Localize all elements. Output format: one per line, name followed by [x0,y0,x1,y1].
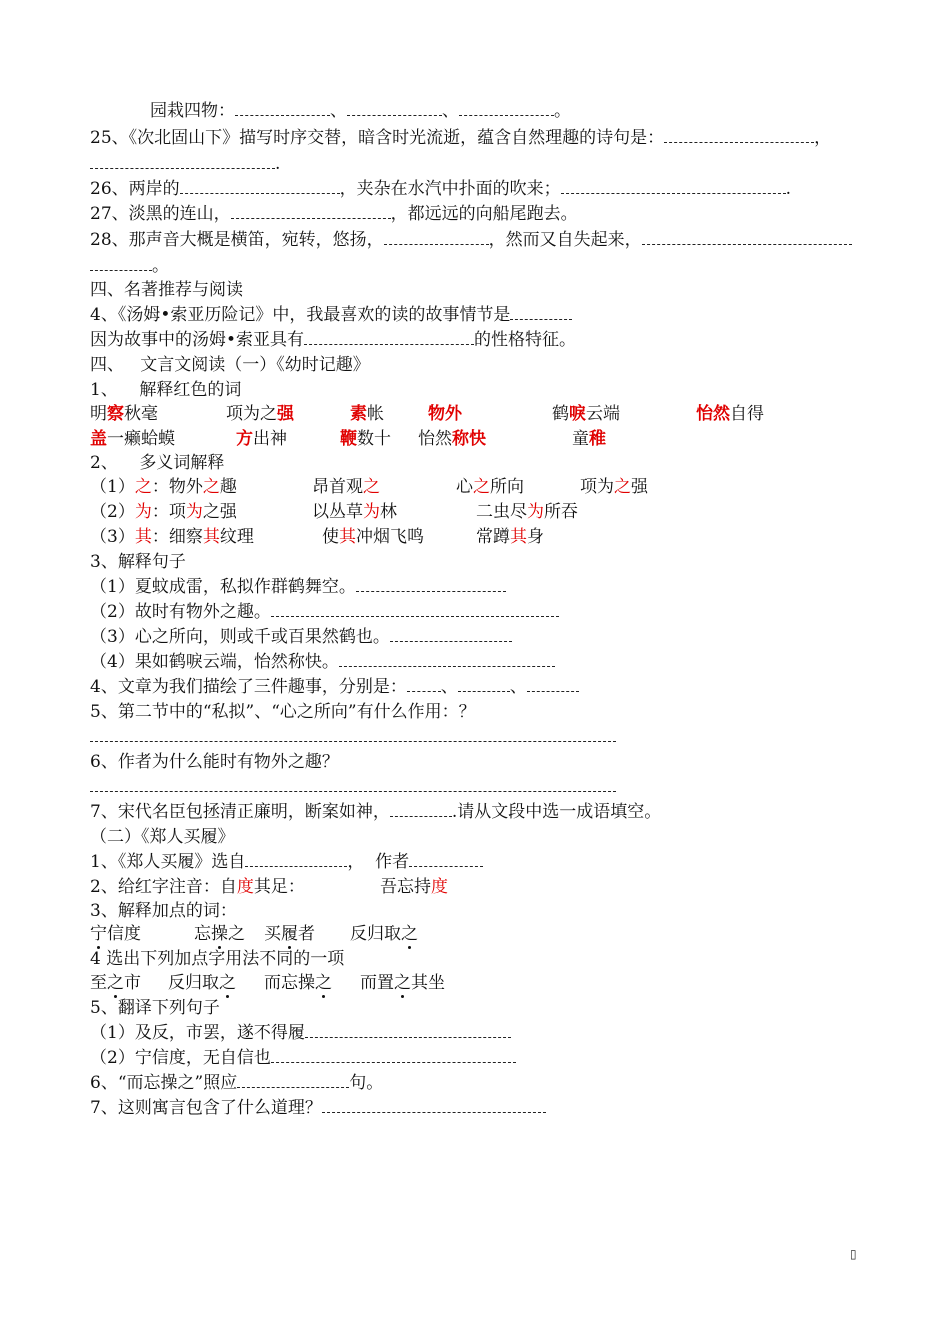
text: 趣 [219,477,237,497]
text: 项 [168,502,186,522]
red-word: 察 [107,404,124,424]
dotted-char: 宁 [90,924,107,944]
text: ，都远远的向船尾跑去。 [390,204,578,224]
text: 鹤 [552,404,569,424]
red-word: 物外 [428,404,462,424]
dot-word-cao [194,923,245,945]
question-6: 6、作者为什么能时有物外之趣？ [90,752,339,772]
question-5-answer [90,726,616,748]
answer-blank[interactable] [390,802,452,817]
zheng-q4: 4 选出下列加点字用法不同的一项 [90,949,345,969]
red-word: 怡然 [696,404,730,424]
answer-blank[interactable] [561,179,786,194]
text: 所向 [490,477,524,497]
word-bian [340,428,391,450]
text: 、 [442,101,459,121]
text: 其足： [253,877,305,897]
sentence-4 [90,651,555,673]
line-yuanzai [150,100,571,122]
text: （2） [90,502,135,522]
text: 细察 [168,527,203,547]
dot-word-zhi [350,923,418,945]
text: 其坐 [411,973,445,993]
text: .请从文段中选一成语填空。 [451,802,662,822]
question-6-answer [90,776,616,798]
text: 、 [440,677,458,697]
opt-fangui [168,972,236,994]
red-word: 素 [350,404,367,424]
text: （3）心之所向，则或千或百果然鹤也。 [90,627,390,647]
text: 之 [228,924,245,944]
answer-blank[interactable] [458,677,510,692]
text: 而置 [360,973,394,993]
answer-blank[interactable] [409,852,483,867]
text: 反归取 [350,924,401,944]
text: 明 [90,404,107,424]
text: 云端 [586,404,620,424]
text: 自得 [730,404,764,424]
text: 身 [527,527,544,547]
text: 、 [330,101,347,121]
text: （2）故时有物外之趣。 [90,602,271,622]
red-word: 之 [614,477,631,497]
zheng-q5: 5、翻译下列句子 [90,998,220,1018]
word-mingcha [90,403,158,425]
text: 数十 [357,429,391,449]
word-zhi [572,428,606,450]
translate-1 [90,1022,511,1044]
word-yiran [696,403,764,425]
red-word: 之 [134,477,152,497]
poly-qi-2 [322,526,424,548]
text: 4、《汤姆•索亚历险记》中，我最喜欢的读的故事情节是 [90,305,511,325]
answer-blank[interactable] [664,128,814,143]
red-word: 为 [134,502,152,522]
poly-zhi-4 [580,476,648,498]
poly-qi-3 [476,526,544,548]
text: 出神 [253,429,287,449]
poly-zhi-2 [312,476,380,498]
red-word: 唳 [569,404,586,424]
answer-blank[interactable] [90,727,616,742]
text: 反归取 [168,973,219,993]
opt-wangcao [264,972,332,994]
text: 心 [456,477,473,497]
text: . [275,154,281,174]
red-word: 之 [473,477,490,497]
text: 7、宋代名臣包拯清正廉明，断案如神， [90,802,390,822]
poly-wei-3 [476,501,578,523]
text: ，夹杂在水汽中扑面的吹来； [339,179,561,199]
dot-word-lv [264,923,315,945]
answer-blank[interactable] [510,305,572,320]
text: 。 [152,256,169,276]
sentence-2 [90,601,559,623]
zheng-q2 [90,876,305,898]
word-gai [90,428,175,450]
opt-zhiqizuo [360,972,445,994]
text: （4）果如鹤唳云端，怡然称快。 [90,652,339,672]
sentence-3 [90,626,512,648]
red-word: 称快 [452,429,486,449]
question-26 [90,178,791,200]
page-number: ▯ [850,1247,857,1261]
text: ， [814,128,832,148]
text: （1）及反，市罢，遂不得履 [90,1023,305,1043]
red-word: 强 [277,404,294,424]
red-word: 鞭 [340,429,357,449]
question-1-title: 1、 解释红色的词 [90,380,242,400]
poly-zhi-head [90,476,237,498]
text: 帐 [367,404,384,424]
answer-blank[interactable] [356,577,506,592]
answer-blank[interactable] [407,677,441,692]
text: . [785,179,792,199]
answer-blank[interactable] [384,230,489,245]
text: 项为 [580,477,614,497]
text: 吾忘持 [380,877,431,897]
dotted-char: 操 [211,924,228,944]
text: 忘 [194,924,211,944]
text: 4、文章为我们描绘了三件趣事，分别是： [90,677,407,697]
text: 强 [631,477,648,497]
word-fang [236,428,287,450]
text: 市 [124,973,141,993]
text: （3） [90,527,135,547]
dotted-char: 之 [401,924,418,944]
answer-blank[interactable] [322,1098,546,1113]
answer-blank[interactable] [390,627,512,642]
translate-2 [90,1047,516,1069]
red-word: 度 [431,877,448,897]
answer-blank[interactable] [642,230,852,245]
text: 7、这则寓言包含了什么道理？ [90,1098,322,1118]
answer-blank[interactable] [304,330,474,345]
question-28 [90,229,852,251]
text: 林 [380,502,397,522]
text: 童 [572,429,589,449]
text: （1）夏蚊成雷，私拟作群鹤舞空。 [90,577,356,597]
question-tom-1 [90,304,572,326]
text: 所吞 [544,502,578,522]
text: ： [151,477,169,497]
text: （2）宁信度，无自信也 [90,1048,271,1068]
text: 之强 [202,502,237,522]
text: 常蹲 [476,527,510,547]
text: 28、那声音大概是横笛，宛转，悠扬， [90,230,384,250]
text: ， 作者 [347,852,410,872]
opt-zhishi [90,972,141,994]
answer-blank[interactable] [305,1023,511,1038]
text: 买 [264,924,281,944]
red-word: 盖 [90,429,107,449]
dot-word-ning [90,923,141,945]
text: 6、“而忘操之”照应 [90,1073,238,1093]
question-4 [90,676,579,698]
text: 25、《次北固山下》描写时序交替，暗含时光流逝，蕴含自然理趣的诗句是： [90,128,665,148]
text: 。 [554,101,571,121]
text: ： [151,502,169,522]
word-su [350,403,384,425]
text: 句。 [349,1073,384,1093]
red-word: 为 [185,502,203,522]
poly-zhi-3 [456,476,524,498]
text: 信度 [107,924,141,944]
poly-wei-head [90,501,237,523]
answer-blank[interactable] [527,677,579,692]
answer-blank[interactable] [90,256,152,271]
red-word: 其 [202,527,220,547]
answer-blank[interactable] [245,852,347,867]
answer-blank[interactable] [271,1048,516,1063]
text: 者 [298,924,315,944]
answer-blank[interactable] [90,777,616,792]
zheng-q6 [90,1072,383,1094]
text: ，然而又自失起来， [488,230,642,250]
question-7 [90,801,661,823]
text: 纹理 [219,527,254,547]
text: 园栽四物： [150,101,235,121]
red-word: 其 [510,527,527,547]
poly-wei-2 [312,501,397,523]
zheng-q2-b [380,876,448,898]
text: （1） [90,477,135,497]
question-25 [90,127,831,149]
answer-blank[interactable] [231,204,391,219]
question-tom-2 [90,329,576,351]
answer-blank[interactable] [180,179,340,194]
text: 2、给红字注音：自 [90,877,237,897]
text: 使 [322,527,339,547]
text: 项为之 [226,404,277,424]
text: 冲烟飞鸣 [356,527,424,547]
question-25-cont [90,153,280,175]
text: 26、两岸的 [90,179,180,199]
answer-blank[interactable] [271,602,559,617]
word-chengkuai [418,428,486,450]
text: 至 [90,973,107,993]
answer-blank[interactable] [459,101,554,116]
dotted-char: 之 [394,973,411,993]
red-word: 其 [339,527,356,547]
section-title-wenyan-2: （二）《郑人买履》 [90,827,235,847]
red-word: 方 [236,429,253,449]
question-2-title: 2、 多义词解释 [90,453,225,473]
text: 因为故事中的汤姆•索亚具有 [90,330,305,350]
text: 二虫尽 [476,502,527,522]
answer-blank[interactable] [90,154,275,169]
word-qiang [226,403,294,425]
question-3-title: 3、解释句子 [90,552,186,572]
text: 昂首观 [312,477,363,497]
zheng-q3: 3、解释加点的词： [90,901,237,921]
question-5: 5、第二节中的“私拟”、“心之所向”有什么作用：？ [90,702,476,722]
red-word: 为 [527,502,544,522]
text: 怡然 [418,429,452,449]
red-word: 稚 [589,429,606,449]
text: 的性格特征。 [474,330,577,350]
zheng-q1 [90,851,483,873]
text: 秋毫 [124,404,158,424]
dotted-char: 履 [281,924,298,944]
word-li [552,403,620,425]
sentence-1 [90,576,506,598]
red-word: 为 [363,502,380,522]
answer-blank[interactable] [347,101,442,116]
text: 1、《郑人买履》选自 [90,852,246,872]
text: 27、淡黑的连山， [90,204,231,224]
text: 而忘操 [264,973,315,993]
red-word: 之 [202,477,220,497]
text: 以丛草 [312,502,363,522]
section-title-wenyan-1: 四、 文言文阅读（一）《幼时记趣》 [90,355,370,375]
dotted-char: 之 [107,973,124,993]
answer-blank[interactable] [235,101,330,116]
dotted-char: 之 [315,973,332,993]
dotted-char: 之 [219,973,236,993]
word-wuwai [428,403,462,425]
red-word: 其 [134,527,152,547]
answer-blank[interactable] [237,1073,349,1088]
red-word: 之 [363,477,380,497]
text: ： [151,527,169,547]
text: 物外 [168,477,203,497]
answer-blank[interactable] [339,652,555,667]
section-title-classics: 四、名著推荐与阅读 [90,280,243,300]
text: 、 [509,677,527,697]
red-word: 度 [236,877,254,897]
question-27 [90,203,578,225]
question-28-cont [90,255,169,277]
text: 一癞蛤蟆 [107,429,175,449]
zheng-q7 [90,1097,546,1119]
poly-qi-head [90,526,254,548]
